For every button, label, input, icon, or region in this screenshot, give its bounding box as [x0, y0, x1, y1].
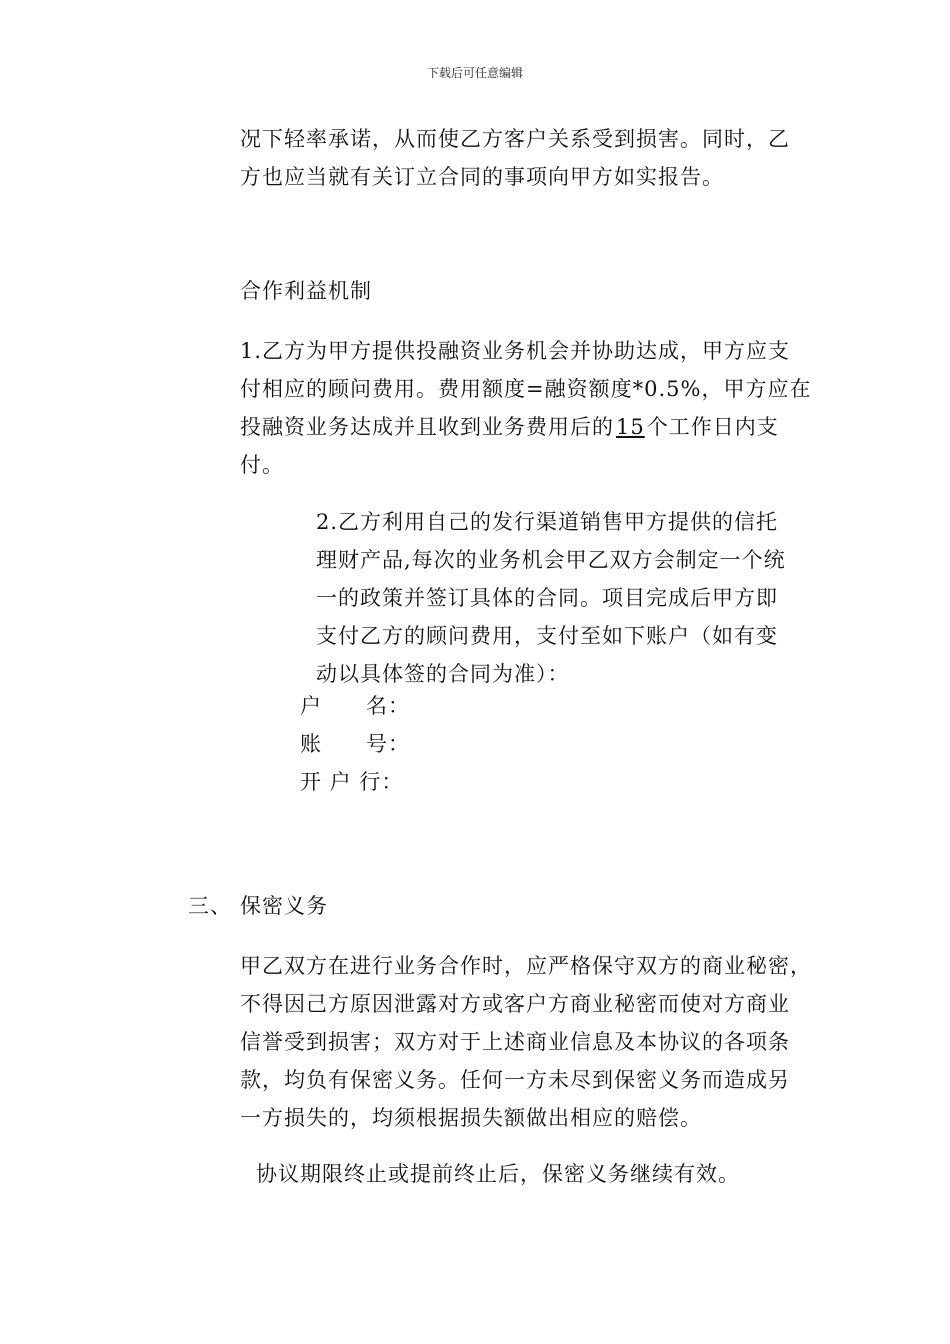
intro-line: 方也应当就有关订立合同的事项向甲方如实报告。 [240, 165, 724, 189]
account-name-label: 户 名： [300, 694, 410, 718]
section-number: 三、 [188, 894, 232, 918]
benefit-item-1-line: 付相应的顾问费用。费用额度=融资额度*0.5%，甲方应在 [240, 377, 812, 401]
page-header-note: 下载后可任意编辑 [426, 66, 523, 80]
confidentiality-line: 信誉受到损害；双方对于上述商业信息及本协议的各项条 [240, 1030, 790, 1054]
benefit-item-2-line: 动以具体签的合同为准）： [316, 662, 570, 686]
confidentiality-closing: 协议期限终止或提前终止后，保密义务继续有效。 [256, 1162, 740, 1186]
confidentiality-line: 款，均负有保密义务。任何一方未尽到保密义务而造成另 [240, 1068, 790, 1092]
benefit-item-1-line [240, 408, 811, 446]
benefit-item-1 [240, 332, 811, 484]
confidentiality-line: 不得因己方原因泄露对方或客户方商业秘密而使对方商业 [240, 992, 790, 1016]
benefit-section-title: 合作利益机制 [240, 279, 372, 303]
benefit-item-2 [316, 503, 786, 693]
intro-line: 况下轻率承诺，从而使乙方客户关系受到损害。同时，乙 [240, 127, 790, 151]
intro-paragraph [240, 120, 790, 196]
payment-term-suffix: 个工作日内支 [646, 415, 779, 439]
benefit-item-2-line: 支付乙方的顾问费用，支付至如下账户（如有变 [316, 624, 778, 648]
account-bank-label: 开 户 行： [300, 770, 404, 794]
benefit-item-2-line: 理财产品,每次的业务机会甲乙双方会制定一个统 [316, 548, 786, 572]
section-title: 保密义务 [240, 894, 328, 918]
account-info [300, 687, 410, 801]
confidentiality-paragraph [240, 947, 812, 1137]
confidentiality-line: 甲乙双方在进行业务合作时，应严格保守双方的商业秘密， [240, 954, 812, 978]
payment-term-days: 15 [616, 415, 645, 439]
benefit-item-1-line: 付。 [240, 453, 284, 477]
benefit-item-1-line: 1.乙方为甲方提供投融资业务机会并协助达成，甲方应支 [240, 339, 791, 363]
benefit-item-2-line: 2.乙方利用自己的发行渠道销售甲方提供的信托 [316, 510, 779, 534]
confidentiality-line: 一方损失的，均须根据损失额做出相应的赔偿。 [240, 1106, 702, 1130]
benefit-item-2-line: 一的政策并签订具体的合同。项目完成后甲方即 [316, 586, 778, 610]
account-number-label: 账 号： [300, 732, 410, 756]
confidentiality-heading [188, 887, 328, 925]
payment-term-prefix: 投融资业务达成并且收到业务费用后的 [240, 415, 614, 439]
